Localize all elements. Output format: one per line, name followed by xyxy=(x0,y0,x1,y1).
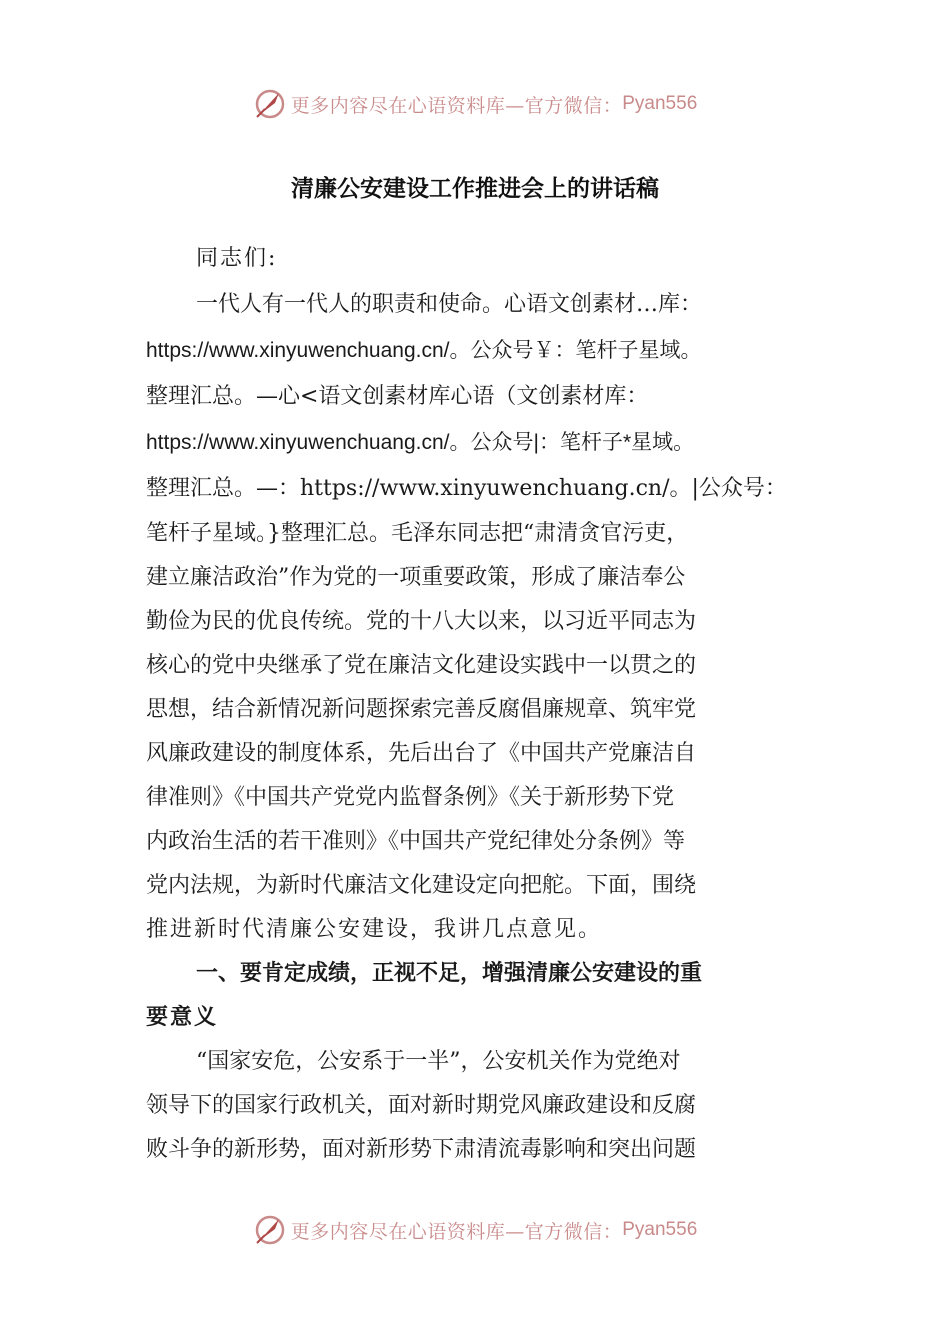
section-heading: 一、要肯定成绩，正视不足，增强清廉公安建设的重 xyxy=(196,961,703,986)
paragraph-line: 推进新时代清廉公安建设，我讲几点意见。 xyxy=(146,917,603,942)
paragraph-line: 领导下的国家行政机关，面对新时期党风廉政建设和反腐 xyxy=(146,1093,697,1118)
paragraph-line: “国家安危，公安系于一半”，公安机关作为党绝对 xyxy=(196,1049,681,1074)
watermark-id: Pyan556 xyxy=(622,1219,698,1240)
watermark-id: Pyan556 xyxy=(622,93,698,114)
paragraph-line: 笔杆子星域。}整理汇总。毛泽东同志把“肃清贪官污吏， xyxy=(146,521,689,546)
paragraph-line: 整理汇总。—：https://www.xinyuwenchuang.cn/。|公众号： xyxy=(146,476,787,501)
watermark-text: 更多内容尽在心语资料库—官方微信： xyxy=(290,94,623,117)
quill-logo-icon xyxy=(253,87,287,121)
paragraph-line: 核心的党中央继承了党在廉洁文化建设实践中一以贯之的 xyxy=(146,653,697,678)
paragraph-line: 律准则》《中国共产党党内监督条例》《关于新形势下党 xyxy=(146,785,675,810)
paragraph-line: 思想，结合新情况新问题探索完善反腐倡廉规章、筑牢党 xyxy=(146,697,697,722)
paragraph-line: 内政治生活的若干准则》《中国共产党纪律处分条例》等 xyxy=(146,829,686,854)
document-title: 清廉公安建设工作推进会上的讲话稿 xyxy=(291,176,659,202)
watermark-banner-bottom xyxy=(0,1210,950,1250)
paragraph-line: 建立廉洁政治”作为党的一项重要政策，形成了廉洁奉公 xyxy=(146,565,686,590)
section-heading-cont: 要意义 xyxy=(146,1005,219,1030)
paragraph-line: 党内法规，为新时代廉洁文化建设定向把舵。下面，围绕 xyxy=(146,873,697,898)
salutation: 同志们: xyxy=(196,246,278,271)
paragraph-line: 败斗争的新形势，面对新形势下肃清流毒影响和突出问题 xyxy=(146,1137,697,1162)
paragraph-line: https://www.xinyuwenchuang.cn/。公众号|：笔杆子*星域。 xyxy=(146,431,695,454)
paragraph-line: https://www.xinyuwenchuang.cn/。公众号￥：笔杆子星域。 xyxy=(146,339,702,362)
quill-logo-icon xyxy=(253,1213,287,1247)
watermark-banner-top xyxy=(0,84,950,124)
document-body xyxy=(146,236,806,1172)
paragraph-line: 整理汇总。—心<语文创素材库心语（文创素材库： xyxy=(146,384,649,409)
watermark-text: 更多内容尽在心语资料库—官方微信： xyxy=(290,1220,623,1243)
paragraph-line: 勤俭为民的优良传统。党的十八大以来，以习近平同志为 xyxy=(146,609,697,634)
paragraph-line: 一代人有一代人的职责和使命。心语文创素材…库： xyxy=(196,292,703,317)
paragraph-line: 风廉政建设的制度体系，先后出台了《中国共产党廉洁自 xyxy=(146,741,697,766)
